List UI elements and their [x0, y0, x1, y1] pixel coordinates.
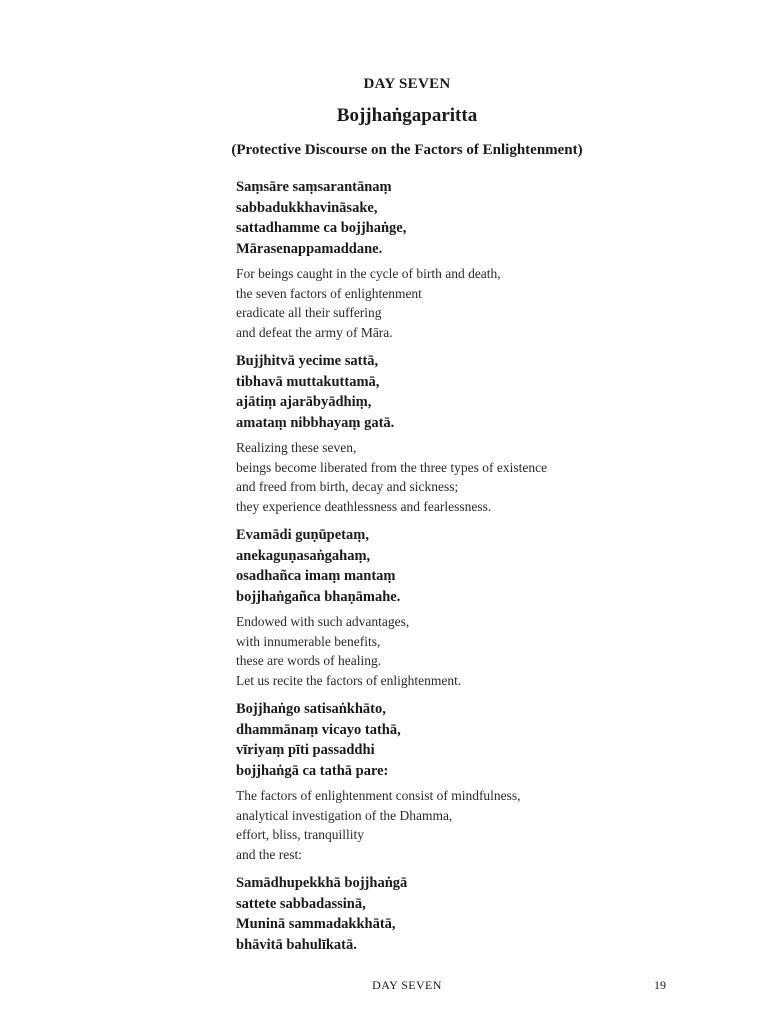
- translation-line: analytical investigation of the Dhamma,: [236, 807, 453, 823]
- translation: [236, 264, 696, 342]
- pali-line: ajātiṃ ajarābyādhiṃ,: [236, 394, 372, 410]
- translation-line: The factors of enlightenment consist of mindfulness,: [236, 788, 521, 803]
- translation-line: beings become liberated from the three types of existence: [236, 459, 548, 475]
- verse-body: [236, 177, 696, 955]
- pali-line: osadhañca imaṃ mantaṃ: [236, 568, 396, 584]
- pali-line: sattadhamme ca bojjhaṅge,: [236, 220, 407, 236]
- pali-line: sattete sabbadassinā,: [236, 895, 366, 912]
- pali-line: amataṃ nibbhayaṃ gatā.: [236, 414, 395, 431]
- pali-line: bhāvitā bahulīkatā.: [236, 936, 357, 953]
- translation: [236, 612, 696, 690]
- pali-line: Evamādi guṇūpetaṃ,: [236, 527, 369, 543]
- translation-line: with innumerable benefits,: [236, 633, 381, 649]
- pali-line: vīriyaṃ pīti passaddhi: [236, 742, 375, 758]
- pali-verse: [236, 873, 696, 955]
- stanza-4: [236, 699, 696, 864]
- pali-line: sabbadukkhavināsake,: [236, 199, 378, 216]
- translation-line: For beings caught in the cycle of birth and death,: [236, 266, 501, 281]
- translation: [236, 438, 696, 516]
- translation-line: these are words of healing.: [236, 653, 382, 668]
- translation-line: the seven factors of enlightenment: [236, 285, 422, 301]
- page-title: Bojjhaṅgaparitta: [336, 105, 478, 126]
- running-footer: DAY SEVEN: [372, 978, 442, 992]
- translation-line: and freed from birth, decay and sickness;: [236, 479, 459, 494]
- pali-line: Samādhupekkhā bojjhaṅgā: [236, 875, 408, 891]
- page-number: 19: [654, 978, 666, 992]
- pali-line: Muninā sammadakkhātā,: [236, 916, 396, 932]
- pali-line: Bojjhaṅgo satisaṅkhāto,: [236, 701, 386, 717]
- page-subtitle: (Protective Discourse on the Factors of Enlightenment): [231, 142, 583, 158]
- translation-line: and the rest:: [236, 846, 302, 862]
- pali-line: tibhavā muttakuttamā,: [236, 373, 380, 390]
- translation-line: they experience deathlessness and fearlessness.: [236, 498, 492, 514]
- pali-line: Bujjhitvā yecime sattā,: [236, 353, 379, 369]
- stanza-5: [236, 873, 696, 955]
- pali-verse: [236, 351, 696, 433]
- translation-line: Let us recite the factors of enlightenment.: [236, 672, 462, 688]
- stanza-3: [236, 525, 696, 690]
- translation-line: eradicate all their suffering: [236, 305, 382, 320]
- stanza-1: [236, 177, 696, 342]
- pali-line: Saṃsāre saṃsarantānaṃ: [236, 179, 392, 195]
- pali-line: bojjhaṅgañca bhaṇāmahe.: [236, 588, 401, 605]
- pali-line: Mārasenappamaddane.: [236, 240, 383, 257]
- translation-line: effort, bliss, tranquillity: [236, 827, 364, 842]
- pali-verse: [236, 699, 696, 781]
- translation-line: and defeat the army of Māra.: [236, 324, 393, 340]
- stanza-2: [236, 351, 696, 516]
- pali-verse: [236, 177, 696, 259]
- pali-line: bojjhaṅgā ca tathā pare:: [236, 762, 389, 779]
- pali-verse: [236, 525, 696, 607]
- translation: [236, 786, 696, 864]
- chapter-heading: DAY SEVEN: [363, 76, 451, 92]
- pali-line: dhammānaṃ vicayo tathā,: [236, 721, 401, 738]
- pali-line: anekaguṇasaṅgahaṃ,: [236, 547, 371, 564]
- translation-line: Endowed with such advantages,: [236, 614, 410, 629]
- translation-line: Realizing these seven,: [236, 440, 357, 455]
